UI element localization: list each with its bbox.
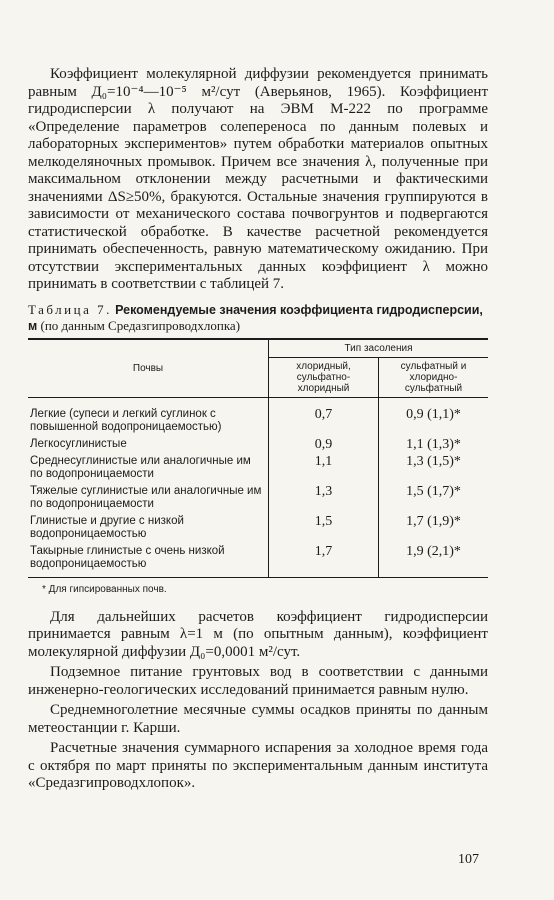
paragraph-groundwater: Подземное питание грунтовых вод в соответствии с данными инженерно-геологических исследований принимается равным нулю. [28, 664, 488, 698]
row-soil: Среднесуглинистые или аналогичные им по водопроницаемости [30, 454, 251, 480]
paragraph-diffusion: Коэффициент молекулярной диффузии рекомендуется принимать равным Д₀=10⁻⁴—10⁻⁵ м²/сут (Аверьянов, 1965). Коэффициент гидродисперсии λ получают на ЭВМ М-222 по программе «Определение параметров солепереноса по данным полевых и лабораторных экспериментов» путем обработки материалов опытных мелкоделяночных промывок. Причем все значения λ, полученные при максимальном отклонении между расчетными и фактическими значениями ΔS≥50%, бракуются. Остальные значения группируются в зависимости от механического состава почвогрунтов и подвергаются статистической обработке. В качестве расчетной рекомендуется принимать обеспеченность, равную математическому ожиданию. При отсутствии экспериментальных данных коэффициент λ можно принимать в соответствии с таблицей 7. [28, 66, 488, 292]
row-value-chloride: 1,3 [269, 483, 379, 513]
row-soil: Тяжелые суглинистые или аналогичные им по водопроницаемости [30, 484, 262, 510]
table-row [28, 397, 488, 436]
row-value-chloride: 0,9 [269, 436, 379, 453]
table-caption-title: Рекомендуемые значения коэффициента гидродисперсии, м [28, 302, 483, 333]
row-value-chloride: 1,5 [269, 513, 379, 543]
row-soil: Легкосуглинистые [30, 437, 127, 450]
row-soil: Легкие (супеси и легкий суглинок с повышенной водопроницаемостью) [30, 407, 222, 433]
row-value-sulfate: 1,3 (1,5)* [379, 453, 489, 483]
row-value-chloride: 1,1 [269, 453, 379, 483]
row-soil: Такырные глинистые с очень низкой водопроницаемостью [28, 543, 269, 578]
row-value-sulfate: 1,7 (1,9)* [379, 513, 489, 543]
table-caption-number: Таблица 7. [28, 301, 112, 317]
hydrodispersion-table [28, 338, 488, 578]
table-row [28, 453, 488, 483]
row-value-sulfate: 1,9 (2,1)* [379, 543, 489, 578]
header-salinity-type: Тип засоления [269, 339, 489, 358]
row-value-sulfate: 0,9 (1,1)* [379, 397, 489, 436]
table-caption [28, 302, 488, 334]
row-value-sulfate: 1,1 (1,3)* [379, 436, 489, 453]
row-value-chloride: 1,7 [269, 543, 379, 578]
row-value-chloride: 0,7 [269, 397, 379, 436]
table-row [28, 436, 488, 453]
row-soil: Глинистые и другие с низкой водопроницаемостью [30, 514, 184, 540]
header-sulfate: сульфатный и хлоридно-сульфатный [379, 357, 489, 397]
header-soils: Почвы [28, 339, 269, 398]
table-row [28, 543, 488, 578]
paragraph-evaporation: Расчетные значения суммарного испарения за холодное время года с октября по март приняты по экспериментальным данным института «Средазгипроводхлопок». [28, 740, 488, 791]
table-caption-source: (по данным Средазгипроводхлопка) [40, 317, 241, 333]
page-number: 107 [458, 852, 479, 867]
table-footnote: * Для гипсированных почв. [42, 583, 167, 595]
row-value-sulfate: 1,5 (1,7)* [379, 483, 489, 513]
header-chloride: хлоридный, сульфатно-хлоридный [269, 357, 379, 397]
table-row [28, 483, 488, 513]
page-body [28, 66, 488, 793]
paragraph-precipitation: Среднемноголетние месячные суммы осадков приняты по данным метеостанции г. Карши. [28, 702, 488, 736]
table-row [28, 513, 488, 543]
paragraph-calculation: Для дальнейших расчетов коэффициент гидродисперсии принимается равным λ=1 м (по опытным данным), коэффициент молекулярной диффузии Д₀=0,0001 м²/сут. [28, 608, 488, 660]
